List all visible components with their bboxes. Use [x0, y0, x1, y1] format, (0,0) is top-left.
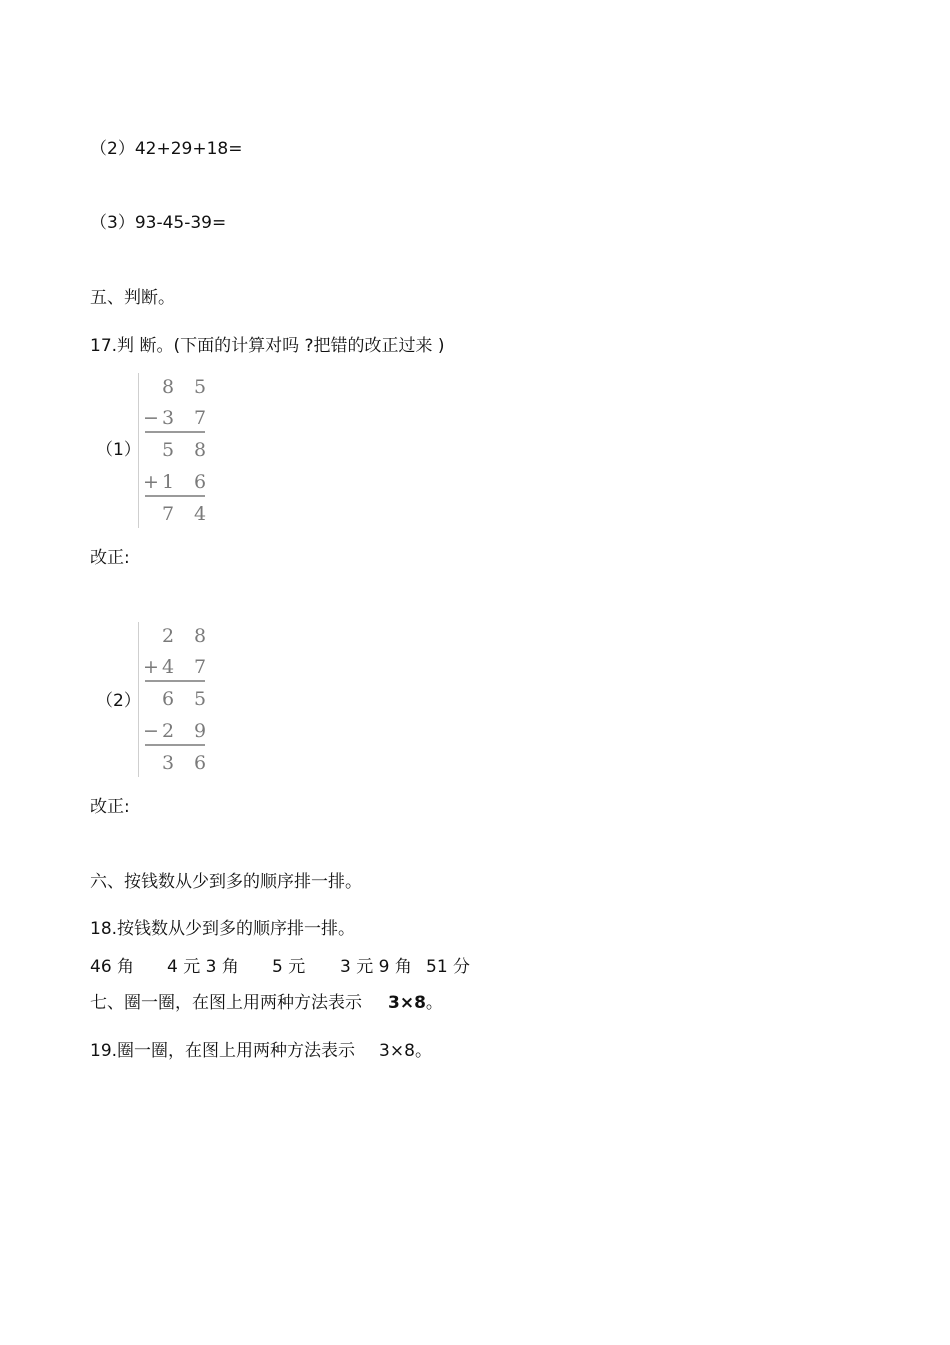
- question-19-prompt-text: 19.圈一圈，在图上用两种方法表示: [90, 1041, 356, 1061]
- part-1-label: （1）: [96, 440, 141, 460]
- calc-digit-tens: 8: [161, 376, 175, 398]
- section-7-heading: [90, 992, 443, 1014]
- section-7-heading-end: 。: [425, 993, 443, 1013]
- calc-operator: +: [143, 656, 159, 678]
- calc-operator: +: [143, 471, 159, 493]
- calc-underline: [145, 744, 205, 746]
- part-1-vertical-calculation: [138, 373, 219, 528]
- money-amount: 3 元 9 角: [340, 957, 412, 977]
- calc-digit-tens: 4: [161, 656, 175, 678]
- part-2-correction-label: 改正:: [90, 797, 130, 817]
- calc-digit-ones: 8: [193, 625, 207, 647]
- section-7-expression: 3×8: [388, 993, 426, 1013]
- calc-operator: −: [143, 407, 159, 429]
- section-7-heading-text: 七、圈一圈，在图上用两种方法表示: [90, 993, 362, 1013]
- calc-digit-ones: 8: [193, 439, 207, 461]
- question-2-expression: （2）42+29+18=: [90, 139, 243, 159]
- money-amount: 51 分: [426, 957, 471, 977]
- question-17-prompt: 17.判 断。(下面的计算对吗 ?把错的改正过来 ): [90, 336, 445, 356]
- calc-digit-ones: 6: [193, 752, 207, 774]
- calc-row: [139, 749, 219, 777]
- money-amounts-list: [90, 956, 470, 978]
- calc-digit-ones: 5: [193, 376, 207, 398]
- money-amount: 5 元: [272, 957, 306, 977]
- calc-row: [139, 717, 219, 745]
- part-2-vertical-calculation: [138, 622, 219, 777]
- calc-digit-ones: 5: [193, 688, 207, 710]
- calc-digit-ones: 7: [193, 407, 207, 429]
- calc-digit-tens: 2: [161, 625, 175, 647]
- calc-row: [139, 468, 219, 496]
- question-19-prompt: [90, 1040, 432, 1062]
- calc-row: [139, 685, 219, 713]
- section-6-heading: 六、按钱数从少到多的顺序排一排。: [90, 872, 362, 892]
- calc-underline: [145, 680, 205, 682]
- calc-digit-tens: 7: [161, 503, 175, 525]
- calc-digit-tens: 2: [161, 720, 175, 742]
- calc-digit-ones: 7: [193, 656, 207, 678]
- calc-underline: [145, 495, 205, 497]
- calc-digit-tens: 3: [161, 407, 175, 429]
- section-5-heading: 五、判断。: [90, 288, 175, 308]
- part-2-label: （2）: [96, 691, 141, 711]
- money-amount: 46 角: [90, 957, 135, 977]
- calc-row: [139, 373, 219, 401]
- calc-digit-tens: 1: [161, 471, 175, 493]
- calc-digit-ones: 4: [193, 503, 207, 525]
- calc-row: [139, 653, 219, 681]
- question-19-prompt-end: 。: [414, 1041, 432, 1061]
- question-18-prompt: 18.按钱数从少到多的顺序排一排。: [90, 919, 356, 939]
- calc-operator: −: [143, 720, 159, 742]
- calc-digit-tens: 5: [161, 439, 175, 461]
- calc-row: [139, 404, 219, 432]
- question-19-expression: 3×8: [379, 1041, 415, 1061]
- calc-row: [139, 436, 219, 464]
- calc-digit-ones: 6: [193, 471, 207, 493]
- money-amount: 4 元 3 角: [167, 957, 239, 977]
- calc-underline: [145, 431, 205, 433]
- calc-row: [139, 500, 219, 528]
- calc-digit-tens: 6: [161, 688, 175, 710]
- calc-digit-ones: 9: [193, 720, 207, 742]
- calc-digit-tens: 3: [161, 752, 175, 774]
- calc-row: [139, 622, 219, 650]
- part-1-correction-label: 改正:: [90, 548, 130, 568]
- question-3-expression: （3）93-45-39=: [90, 213, 227, 233]
